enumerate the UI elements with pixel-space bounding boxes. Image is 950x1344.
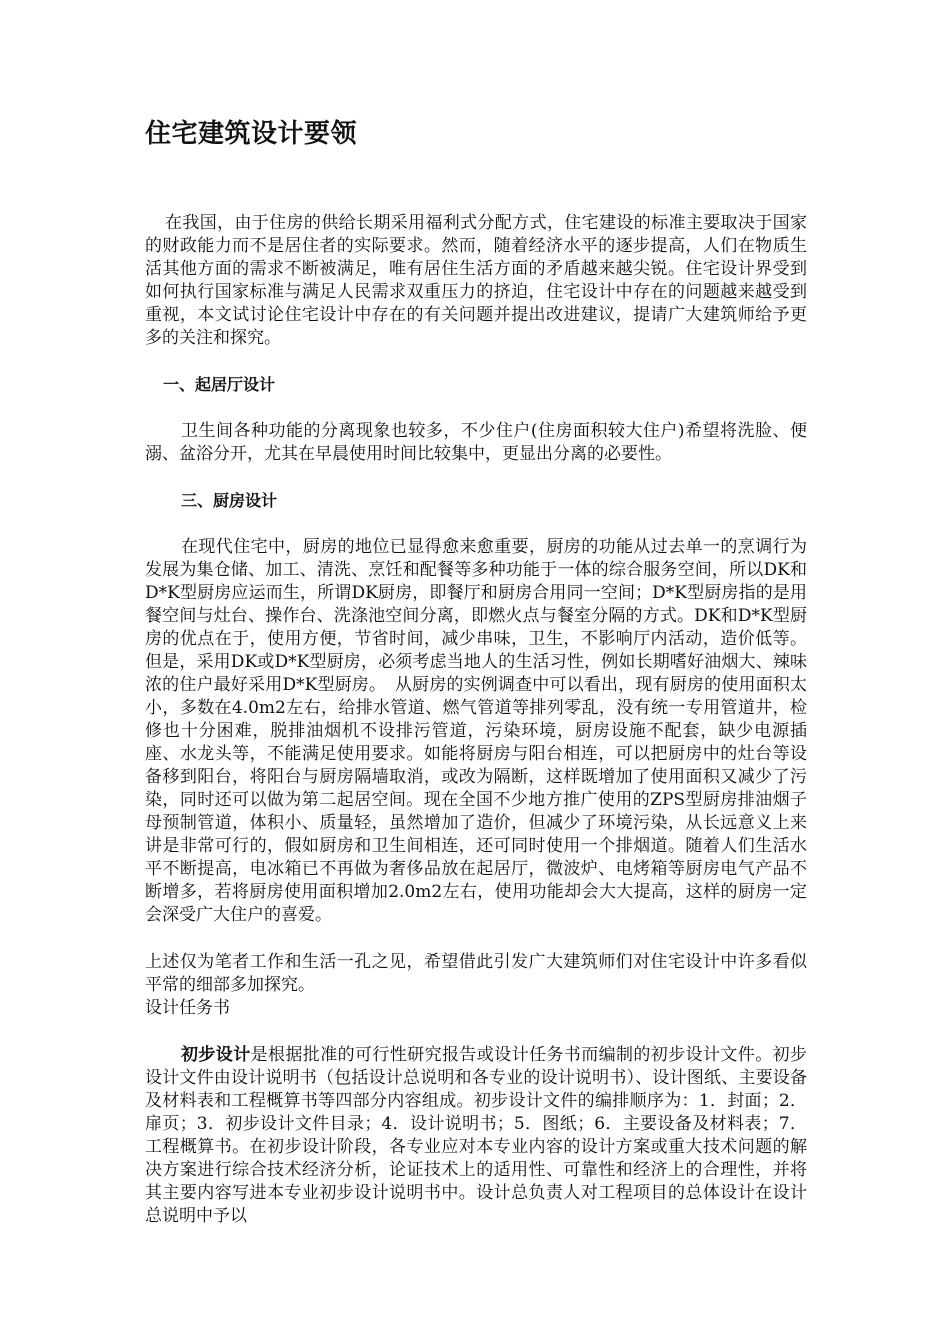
preliminary-design-term: 初步设计: [181, 1045, 251, 1065]
spacer: [145, 1020, 807, 1044]
conclusion-paragraph: 上述仅为笔者工作和生活一孔之见，希望借此引发广大建筑师们对住宅设计中许多看似平常的细部多加探究。: [145, 952, 807, 995]
task-label: 设计任务书: [145, 998, 230, 1018]
document-title: 住宅建筑设计要领: [145, 119, 358, 149]
preliminary-design-text: 是根据批准的可行性研究报告或设计任务书而编制的初步设计文件。初步设计文件由设计说明书（包括设计总说明和各专业的设计说明书）、设计图纸、主要设备及材料表和工程概算书等四部分内容组成。初步设计文件的编排顺序为：1．封面；2．扉页；3．初步设计文件目录；4．设计说明书；5．图纸；6．主要设备及材料表；7．工程概算书。在初步设计阶段，各专业应对本专业内容的设计方案或重大技术问题的解决方案进行综合技术经济分析，论证技术上的适用性、可靠性和经济上的合理性，并将其主要内容写进本专业初步设计说明书中。设计总负责人对工程项目的总体设计在设计总说明中予以: [145, 1045, 808, 1226]
document-body: [145, 212, 807, 1228]
section-heading-living-room: 一、起居厅设计: [163, 375, 276, 394]
section-paragraph-kitchen: 在现代住宅中，厨房的地位已显得愈来愈重要，厨房的功能从过去单一的烹调行为发展为集仓储、加工、清洗、烹饪和配餐等多种功能于一体的综合服务空间，所以DK和D*K型厨房应运而生，所谓DK厨房，即餐厅和厨房合用同一空间；D*K型厨房指的是用餐空间与灶台、操作台、洗涤池空间分离，即燃火点与餐室分隔的方式。DK和D*K型厨房的优点在于，使用方便，节省时间，减少串味，卫生，不影响厅内活动，造价低等。但是，采用DK或D*K型厨房，必须考虑当地人的生活习性，例如长期嗜好油烟大、辣味浓的住户最好采用D*K型厨房。 从厨房的实例调查中可以看出，现有厨房的使用面积太小，多数在4.0m2左右，给排水管道、燃气管道等排列零乱，没有统一专用管道井，检修也十分困难，脱排油烟机不设排污管道，污染环境，厨房设施不配套，缺少电源插座、水龙头等，不能满足使用要求。如能将厨房与阳台相连，可以把厨房中的灶台等设备移到阳台，将阳台与厨房隔墙取消，或改为隔断，这样既增加了使用面积又减少了污染，同时还可以做为第二起居空间。现在全国不少地方推广使用的ZPS型厨房排油烟子母预制管道，体积小、质量轻，虽然增加了造价，但减少了环境污染，从长远意义上来讲是非常可行的，假如厨房和卫生间相连，还可同时使用一个排烟道。随着人们生活水平不断提高，电冰箱已不再做为奢侈品放在起居厅，微波炉、电烤箱等厨房电气产品不断增多，若将厨房使用面积增加2.0m2左右，使用功能却会大大提高，这样的厨房一定会深受广大住户的喜爱。: [145, 537, 807, 925]
section-heading-kitchen: 三、厨房设计: [181, 491, 278, 510]
section-paragraph-living-room: 卫生间各种功能的分离现象也较多，不少住户(住房面积较大住户)希望将洗脸、便溺、盆浴分开，尤其在早晨使用时间比较集中，更显出分离的必要性。: [145, 421, 807, 464]
preliminary-design-paragraph: [145, 1044, 807, 1228]
spacer: [145, 927, 807, 951]
intro-paragraph: 在我国，由于住房的供给长期采用福利式分配方式，住宅建设的标准主要取决于国家的财政能力而不是居住者的实际要求。然而，随着经济水平的逐步提高，人们在物质生活其他方面的需求不断被满足，唯有居住生活方面的矛盾越来越尖锐。住宅设计界受到如何执行国家标准与满足人民需求双重压力的挤迫，住宅设计中存在的问题越来越受到重视，本文试讨论住宅设计中存在的有关问题并提出改进建议，提请广大建筑师给予更多的关注和探究。: [145, 213, 807, 348]
